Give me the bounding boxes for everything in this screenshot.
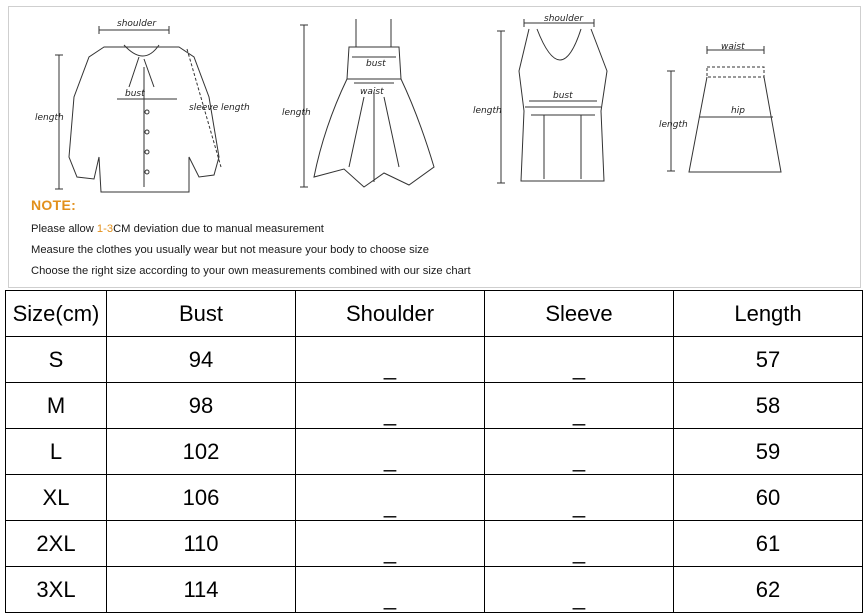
cell-shoulder (296, 475, 485, 521)
header-sleeve: Sleeve (485, 291, 674, 337)
cell-length: 61 (674, 521, 863, 567)
cell-shoulder-value: _ (383, 538, 397, 564)
cell-bust: 114 (107, 567, 296, 613)
cell-sleeve-value: _ (572, 538, 586, 564)
measurement-guide-panel (8, 6, 861, 288)
label-bust-dress: bust (366, 59, 386, 69)
cell-sleeve (485, 383, 674, 429)
label-waist-skirt: waist (721, 42, 745, 52)
cell-bust: 110 (107, 521, 296, 567)
header-bust: Bust (107, 291, 296, 337)
note-line-2: Measure the clothes you usually wear but not measure your body to choose size (31, 244, 429, 256)
cell-sleeve (485, 337, 674, 383)
cell-shoulder-value: _ (383, 492, 397, 518)
cell-shoulder-value: _ (383, 400, 397, 426)
cell-length: 59 (674, 429, 863, 475)
table-header-row (6, 291, 863, 337)
label-length-skirt: length (659, 120, 688, 130)
cell-size: M (6, 383, 107, 429)
cell-size: XL (6, 475, 107, 521)
label-bust: bust (125, 89, 145, 99)
cell-sleeve (485, 567, 674, 613)
cell-shoulder-value: _ (383, 446, 397, 472)
cell-bust: 98 (107, 383, 296, 429)
cell-shoulder-value: _ (383, 584, 397, 610)
cell-length: 58 (674, 383, 863, 429)
note-line-3: Choose the right size according to your own measurements combined with our size chart (31, 265, 471, 277)
note-line-1-start: Please allow (31, 223, 97, 235)
cell-size: 3XL (6, 567, 107, 613)
header-size: Size(cm) (6, 291, 107, 337)
cell-bust: 106 (107, 475, 296, 521)
cell-sleeve (485, 429, 674, 475)
label-sleeve-length: sleeve length (189, 103, 250, 113)
label-length: length (35, 113, 64, 123)
table-row (6, 567, 863, 613)
table-row (6, 521, 863, 567)
skirt-illustration (649, 37, 799, 177)
cell-size: S (6, 337, 107, 383)
label-length-tank: length (473, 106, 502, 116)
cell-bust: 102 (107, 429, 296, 475)
blouse-illustration (29, 17, 269, 197)
cell-bust: 94 (107, 337, 296, 383)
label-length-dress: length (282, 108, 311, 118)
header-length: Length (674, 291, 863, 337)
cell-length: 62 (674, 567, 863, 613)
cell-sleeve-value: _ (572, 400, 586, 426)
cell-shoulder (296, 429, 485, 475)
cell-shoulder (296, 383, 485, 429)
table-row (6, 383, 863, 429)
table-row (6, 429, 863, 475)
cell-shoulder-value: _ (383, 354, 397, 380)
cell-sleeve-value: _ (572, 492, 586, 518)
note-line-1-accent: 1-3 (96, 223, 114, 235)
label-bust-tank: bust (553, 91, 573, 101)
note-title: NOTE: (31, 197, 77, 213)
header-shoulder: Shoulder (296, 291, 485, 337)
note-line-1-end: CM deviation due to manual measurement (113, 223, 324, 235)
table-row (6, 337, 863, 383)
cell-shoulder (296, 567, 485, 613)
tank-top-illustration (469, 11, 629, 196)
cell-sleeve-value: _ (572, 354, 586, 380)
table-row (6, 475, 863, 521)
size-chart-table (5, 290, 863, 613)
label-shoulder: shoulder (117, 19, 157, 29)
cell-shoulder (296, 521, 485, 567)
note-line-1 (31, 223, 324, 235)
dress-illustration (274, 17, 449, 197)
cell-sleeve-value: _ (572, 584, 586, 610)
cell-shoulder (296, 337, 485, 383)
cell-size: L (6, 429, 107, 475)
label-shoulder-tank: shoulder (544, 14, 584, 24)
cell-sleeve-value: _ (572, 446, 586, 472)
cell-sleeve (485, 475, 674, 521)
cell-length: 60 (674, 475, 863, 521)
cell-sleeve (485, 521, 674, 567)
label-hip: hip (731, 106, 745, 116)
cell-size: 2XL (6, 521, 107, 567)
label-waist-dress: waist (360, 87, 384, 97)
cell-length: 57 (674, 337, 863, 383)
